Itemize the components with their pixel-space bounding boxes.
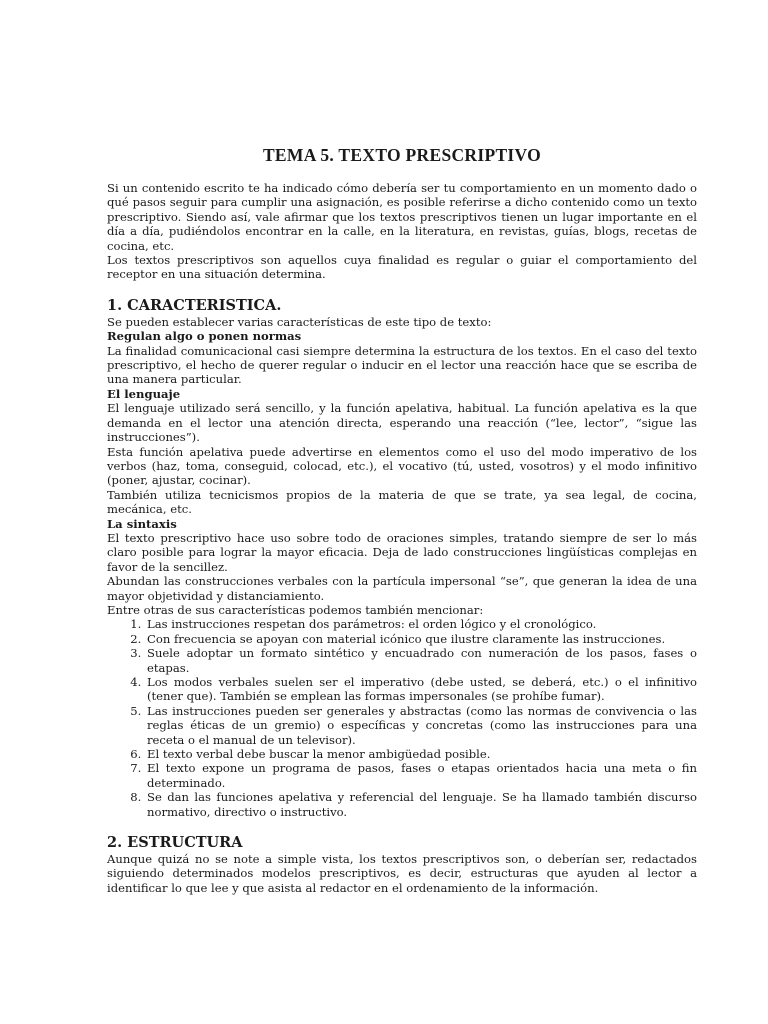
paragraph: También utiliza tecnicismos propios de la materia de que se trate, ya sea legal, de cocina, mecánica, etc. (107, 487, 697, 517)
paragraph: El texto prescriptivo hace uso sobre todo de oraciones simples, tratando siempre de ser lo más claro posible para lograr la mayor eficacia. Deja de lado construcciones lingüísticas complejas en favor de la sencillez. (107, 530, 697, 574)
paragraph: La finalidad comunicacional casi siempre determina la estructura de los textos. En el caso del texto prescriptivo, el hecho de querer regular o inducir en el lector una reacción hace que se escriba de una manera particular. (107, 343, 697, 387)
paragraph: El lenguaje utilizado será sencillo, y la función apelativa, habitual. La función apelativa es la que demanda en el lector una atención directa, esperando una reacción (“lee, lector”, “sigue las instrucciones”). (107, 401, 697, 445)
subheading-sintaxis: La sintaxis (107, 516, 177, 531)
document-body (107, 181, 697, 895)
section-heading-caracteristica: 1. CARACTERISTICA. (107, 296, 282, 314)
paragraph: Entre otras de sus características podemos también mencionar: (107, 602, 484, 617)
list-item: 1. Las instrucciones respetan dos parámetros: el orden lógico y el cronológico. (145, 617, 697, 631)
paragraph: Aunque quizá no se note a simple vista, los textos prescriptivos son, o deberían ser, redactados siguiendo determinados modelos prescriptivos, es decir, estructuras que ayuden al lector a identificar lo que lee y que asista al redactor en el ordenamiento de la información. (107, 852, 697, 895)
list-item: 7. El texto expone un programa de pasos, fases o etapas orientados hacia una meta o fin determinado. (145, 761, 697, 790)
intro-paragraph: Los textos prescriptivos son aquellos cuya finalidad es regular o guiar el comportamiento del receptor en una situación determina. (107, 253, 697, 282)
section-lead: Se pueden establecer varias características de este tipo de texto: (107, 314, 492, 329)
list-item: 4. Los modos verbales suelen ser el imperativo (debe usted, se deberá, etc.) o el infinitivo (tener que). También se emplean las formas impersonales (se prohíbe fumar). (145, 675, 697, 704)
characteristics-list (107, 617, 697, 819)
list-item: 2. Con frecuencia se apoyan con material icónico que ilustre claramente las instrucciones. (145, 632, 697, 646)
list-item: 5. Las instrucciones pueden ser generales y abstractas (como las normas de convivencia o las reglas éticas de un gremio) o específicas y concretas (como las instrucciones para una receta o el manual de un televisor). (145, 704, 697, 747)
section-heading-estructura: 2. ESTRUCTURA (107, 834, 243, 852)
subheading-lenguaje: El lenguaje (107, 386, 181, 401)
paragraph: Esta función apelativa puede advertirse en elementos como el uso del modo imperativo de los verbos (haz, toma, conseguid, colocad, etc.), el vocativo (tú, usted, vosotros) y el modo infinitivo (poner, ajustar, cocinar). (107, 444, 697, 488)
intro-section (107, 181, 697, 282)
list-item: 8. Se dan las funciones apelativa y referencial del lenguaje. Se ha llamado también discurso normativo, directivo o instructivo. (145, 790, 697, 819)
intro-paragraph: Si un contenido escrito te ha indicado cómo debería ser tu comportamiento en un momento dado o qué pasos seguir para cumplir una asignación, es posible referirse a dicho contenido como un texto prescriptivo. Siendo así, vale afirmar que los textos prescriptivos tienen un lugar importante en el día a día, pudiéndolos encontrar en la calle, en la literatura, en revistas, guías, blogs, recetas de cocina, etc. (107, 181, 697, 253)
list-item: 3. Suele adoptar un formato sintético y encuadrado con numeración de los pasos, fases o etapas. (145, 646, 697, 675)
document-title: TEMA 5. TEXTO PRESCRIPTIVO (262, 145, 542, 165)
subheading-regulan: Regulan algo o ponen normas (107, 329, 302, 344)
paragraph: Abundan las construcciones verbales con la partícula impersonal “se”, que generan la idea de una mayor objetividad y distanciamiento. (107, 574, 697, 603)
list-item: 6. El texto verbal debe buscar la menor ambigüedad posible. (145, 747, 697, 761)
